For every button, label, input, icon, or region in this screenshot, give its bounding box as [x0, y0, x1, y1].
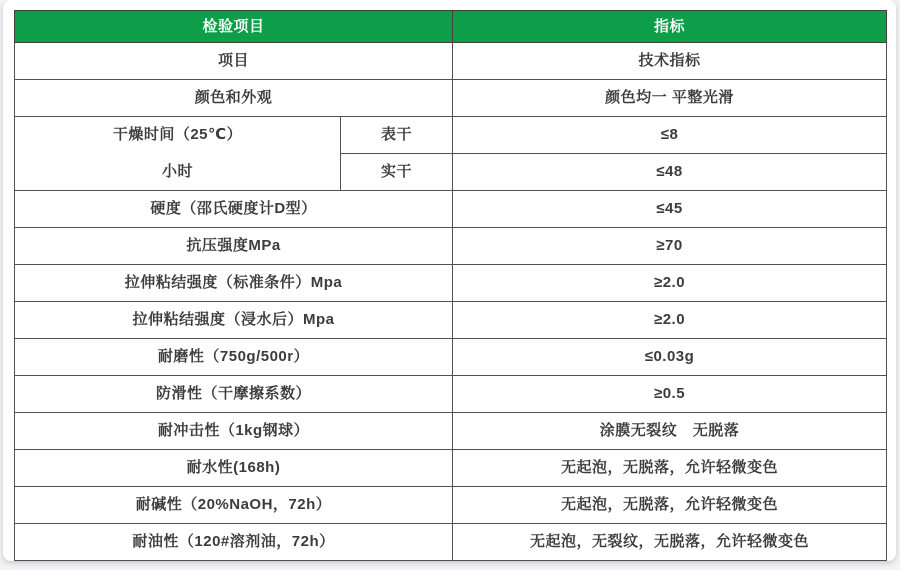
table-row: [15, 265, 887, 302]
value-cell: ≤0.03g: [453, 339, 887, 376]
drying-time-line2: 小时: [161, 162, 193, 180]
table-row: [15, 302, 887, 339]
item-cell: 耐冲击性（1kg钢球）: [15, 413, 453, 450]
table-row: [15, 43, 887, 80]
sub-label-cell: 表干: [341, 117, 453, 154]
table-row: [15, 450, 887, 487]
header-inspection-item: 检验项目: [15, 11, 453, 43]
value-cell: 颜色均一 平整光滑: [453, 80, 887, 117]
spec-card: [3, 0, 896, 561]
value-cell: 技术指标: [453, 43, 887, 80]
item-cell: 拉伸粘结强度（浸水后）Mpa: [15, 302, 453, 339]
table-row: [15, 413, 887, 450]
table-row: [15, 80, 887, 117]
item-cell: 耐碱性（20%NaOH，72h）: [15, 487, 453, 524]
drying-time-item-cell: [15, 117, 341, 191]
header-indicator: 指标: [453, 11, 887, 43]
item-cell: 防滑性（干摩擦系数）: [15, 376, 453, 413]
sub-label-cell: 实干: [341, 154, 453, 191]
value-cell: ≤48: [453, 154, 887, 191]
value-cell: ≥0.5: [453, 376, 887, 413]
item-cell: 耐油性（120#溶剂油，72h）: [15, 524, 453, 561]
table-header-row: [15, 11, 887, 43]
value-cell: 涂膜无裂纹 无脱落: [453, 413, 887, 450]
item-cell: 颜色和外观: [15, 80, 453, 117]
table-row: [15, 524, 887, 561]
value-cell: ≥2.0: [453, 265, 887, 302]
item-cell: 硬度（邵氏硬度计D型）: [15, 191, 453, 228]
table-row: [15, 339, 887, 376]
value-cell: 无起泡，无裂纹，无脱落，允许轻微变色: [453, 524, 887, 561]
value-cell: ≥2.0: [453, 302, 887, 339]
drying-time-line1: 干燥时间（25℃）: [112, 126, 243, 144]
table-row: [15, 228, 887, 265]
value-cell: ≤45: [453, 191, 887, 228]
item-cell: 抗压强度MPa: [15, 228, 453, 265]
item-cell: 拉伸粘结强度（标准条件）Mpa: [15, 265, 453, 302]
item-cell: 耐水性(168h): [15, 450, 453, 487]
drying-time-lines: [15, 117, 340, 190]
item-cell: 耐磨性（750g/500r）: [15, 339, 453, 376]
item-cell: 项目: [15, 43, 453, 80]
table-row: [15, 191, 887, 228]
value-cell: ≤8: [453, 117, 887, 154]
table-row-drying-1: [15, 117, 887, 154]
value-cell: ≥70: [453, 228, 887, 265]
table-row: [15, 376, 887, 413]
value-cell: 无起泡，无脱落，允许轻微变色: [453, 487, 887, 524]
value-cell: 无起泡，无脱落，允许轻微变色: [453, 450, 887, 487]
table-row: [15, 487, 887, 524]
spec-table: [14, 10, 887, 561]
